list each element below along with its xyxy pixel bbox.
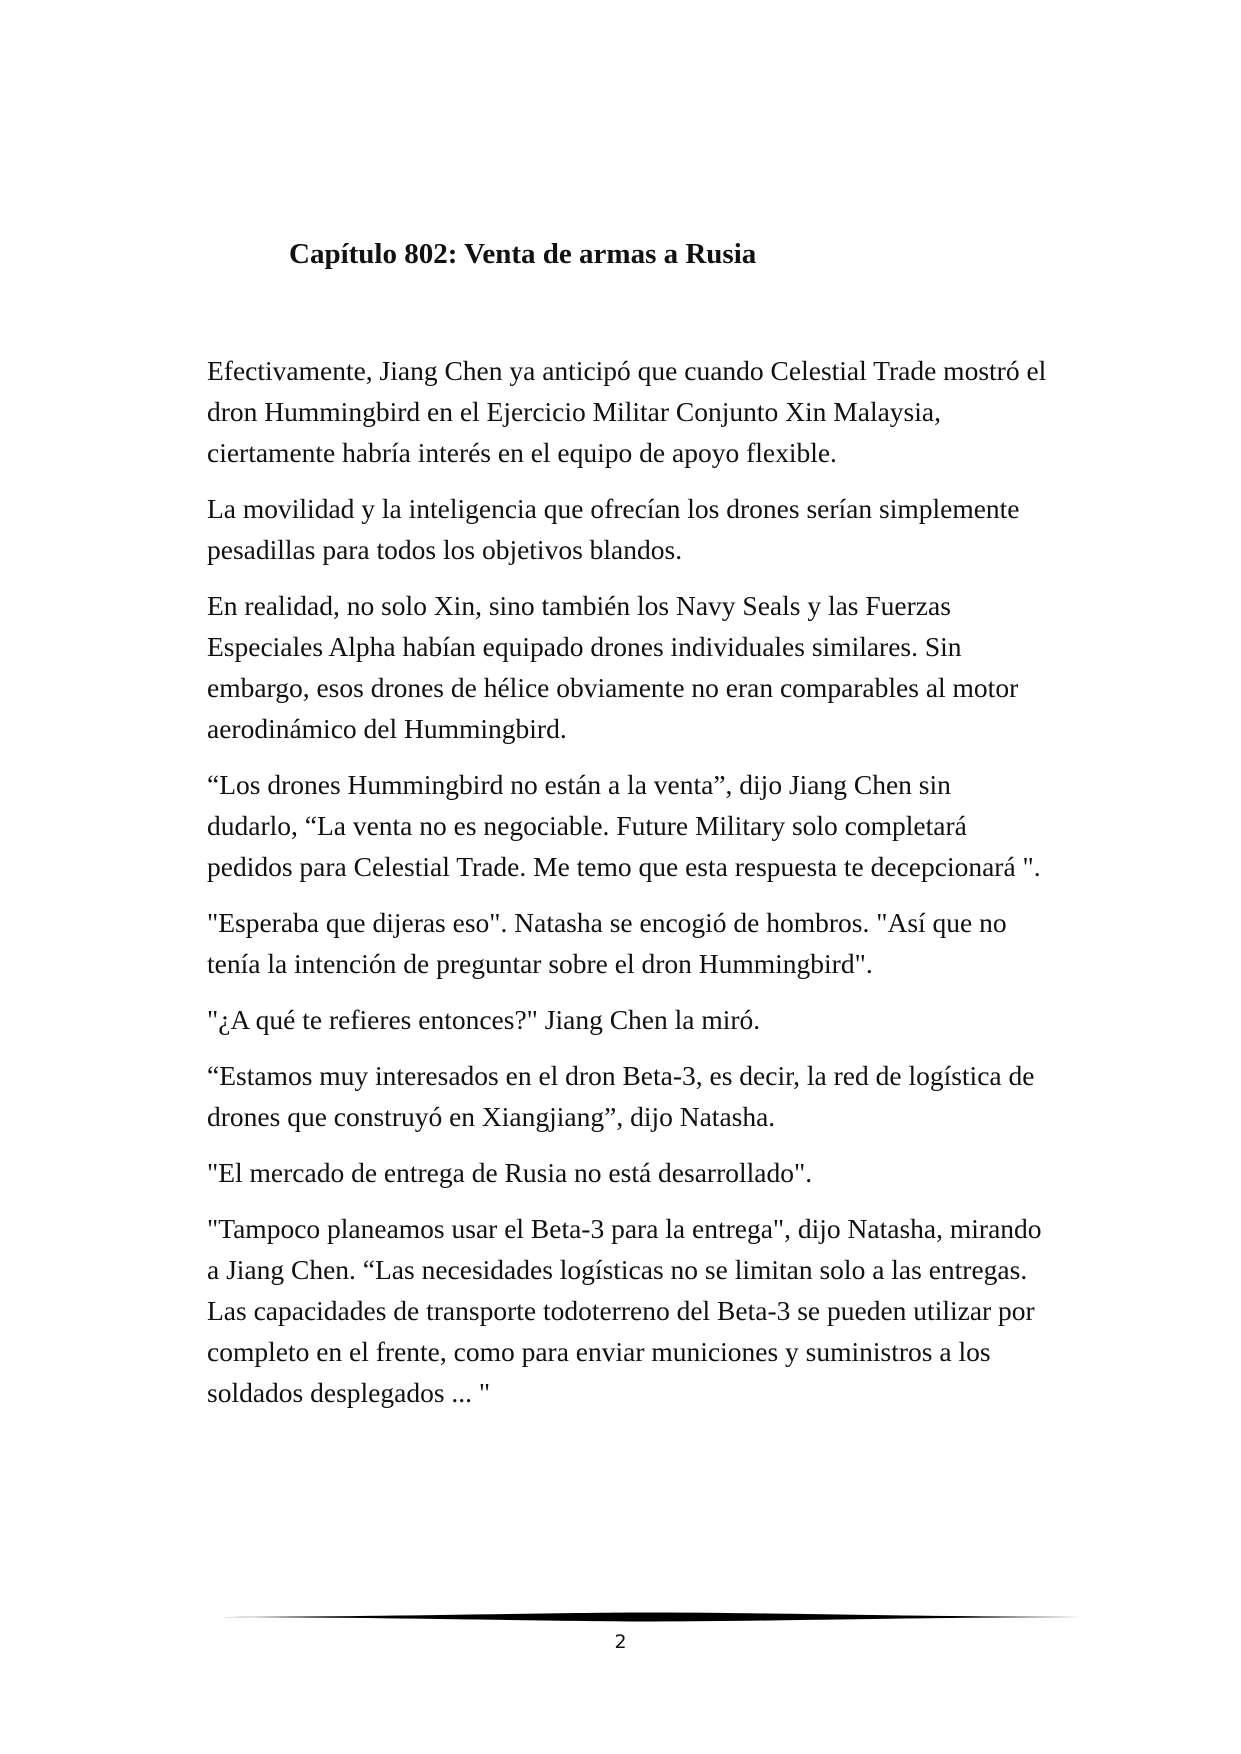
paragraph: Efectivamente, Jiang Chen ya anticipó que cuando Celestial Trade mostró el dron Hummingbird en el Ejercicio Militar Conjunto Xin Malaysia, ciertamente habría interés en el equipo de apoyo flexible. [207,355,1047,468]
footer-rule [207,1612,1105,1622]
paragraph: “Estamos muy interesados en el dron Beta-3, es decir, la red de logística de drones que construyó en Xiangjiang”, dijo Natasha. [207,1060,1035,1132]
page-number: 2 [614,1631,627,1653]
paragraph: "Esperaba que dijeras eso". Natasha se encogió de hombros. "Así que no tenía la intención de preguntar sobre el dron Hummingbird". [207,907,1007,979]
paragraph: “Los drones Hummingbird no están a la venta”, dijo Jiang Chen sin dudarlo, “La venta no es negociable. Future Military solo completará pedidos para Celestial Trade. Me temo que esta respuesta te decepcionará ". [207,769,1041,882]
paragraph: En realidad, no solo Xin, sino también los Navy Seals y las Fuerzas Especiales Alpha habían equipado drones individuales similares. Sin embargo, esos drones de hélice obviamente no eran comparables al motor aerodinámico del Hummingbird. [207,590,1019,744]
paragraph: "El mercado de entrega de Rusia no está desarrollado". [207,1157,813,1188]
paragraph: "¿A qué te refieres entonces?" Jiang Chen la miró. [207,1004,761,1035]
paragraph: La movilidad y la inteligencia que ofrecían los drones serían simplemente pesadillas para todos los objetivos blandos. [207,493,1020,565]
paragraph: "Tampoco planeamos usar el Beta-3 para la entrega", dijo Natasha, mirando a Jiang Chen. “Las necesidades logísticas no se limitan solo a las entregas. Las capacidades de transporte todoterreno del Beta-3 se pueden utilizar por completo en el frente, como para enviar municiones y suministros a los soldados desplegados ... " [207,1213,1042,1408]
page-title: Capítulo 802: Venta de armas a Rusia [289,238,757,270]
body-text [207,350,1047,1428]
